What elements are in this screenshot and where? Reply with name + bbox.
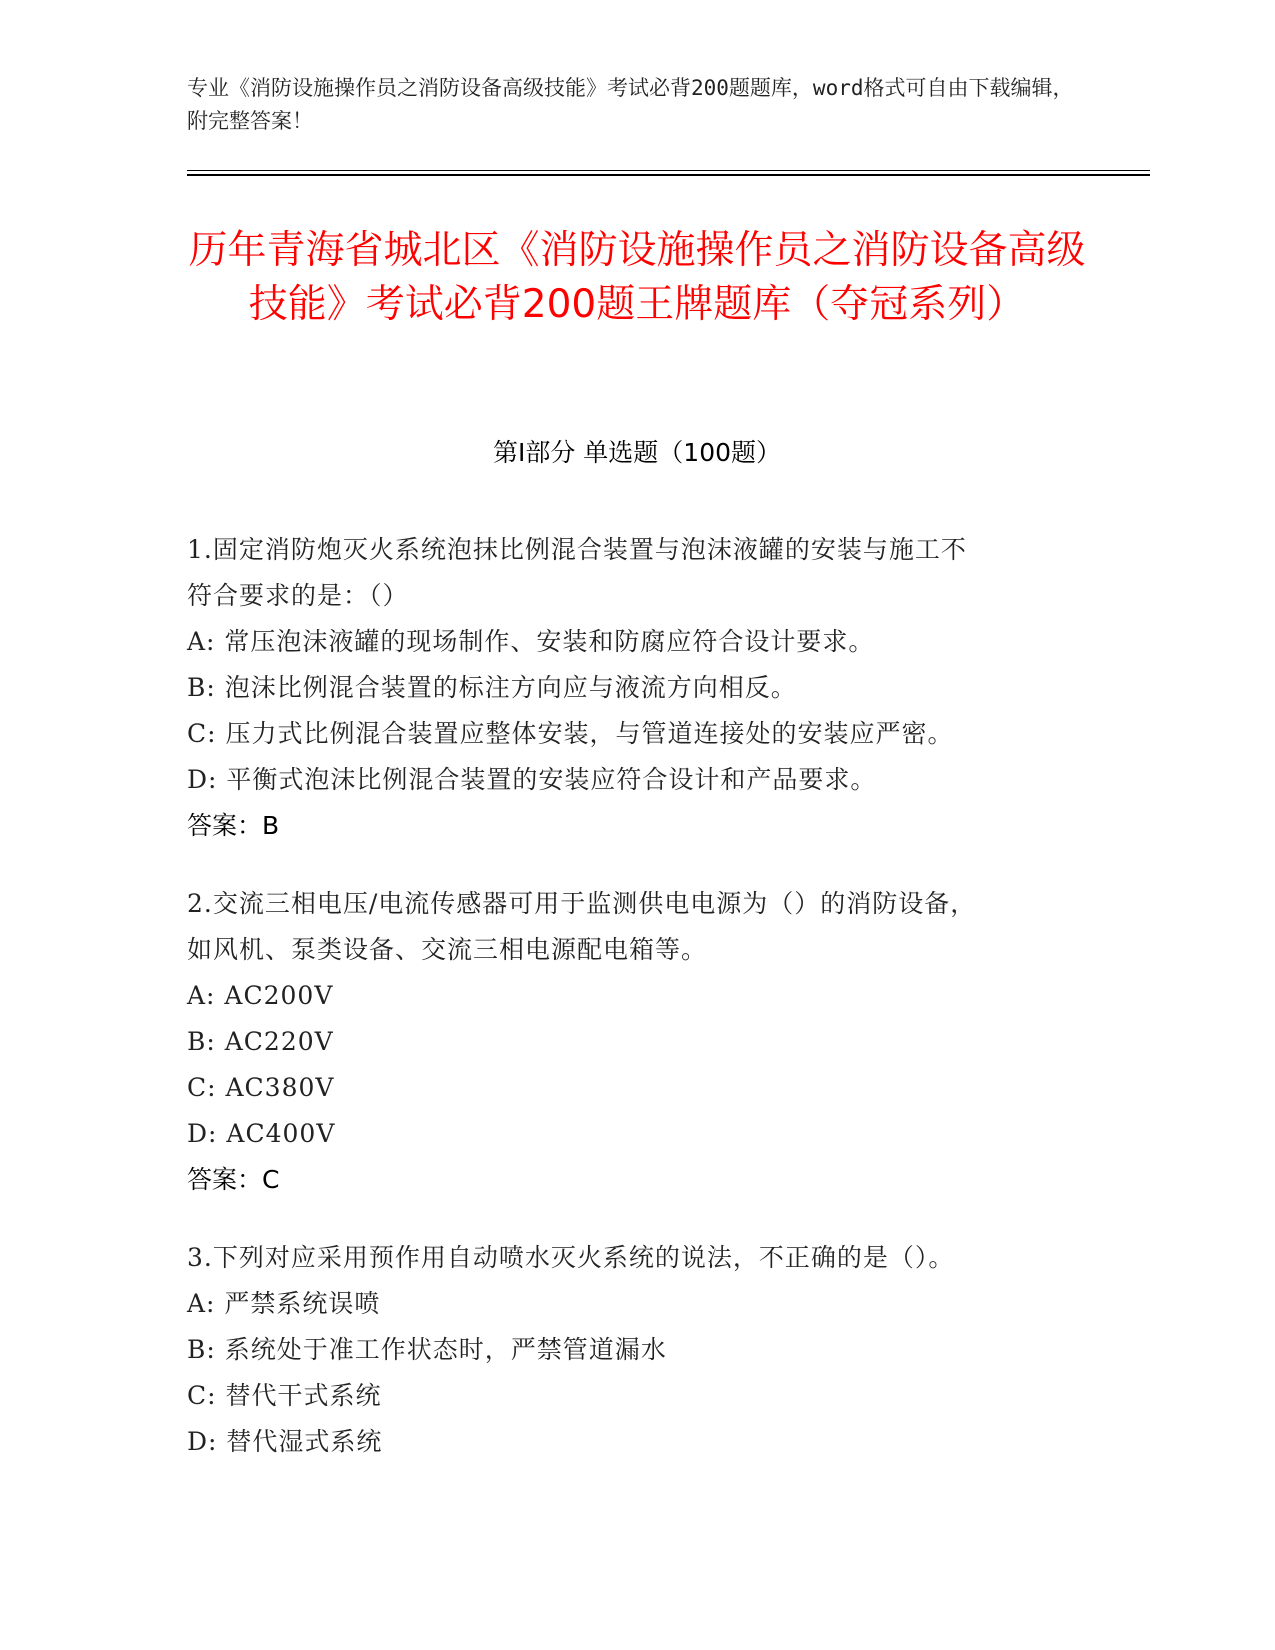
question-3 (187, 1235, 1087, 1465)
option-b: B: 系统处于准工作状态时，严禁管道漏水 (187, 1335, 667, 1364)
answer: 答案：B (187, 811, 280, 840)
option-d: D: 替代湿式系统 (187, 1427, 383, 1456)
option-b: B: AC220V (187, 1027, 334, 1056)
option-a: A: 常压泡沫液罐的现场制作、安装和防腐应符合设计要求。 (187, 627, 875, 656)
question-list (187, 527, 1087, 1497)
answer: 答案：C (187, 1165, 280, 1194)
option-a: A: AC200V (187, 981, 334, 1010)
question-1 (187, 527, 1087, 849)
question-stem: 3.下列对应采用预作用自动喷水灭火系统的说法，不正确的是（）。 (187, 1243, 955, 1272)
option-a: A: 严禁系统误喷 (187, 1289, 381, 1318)
section-heading: 第Ⅰ部分 单选题（100题） (492, 438, 782, 467)
option-c: C: 压力式比例混合装置应整体安装，与管道连接处的安装应严密。 (187, 719, 954, 748)
document-title: 历年青海省城北区《消防设施操作员之消防设备高级技能》考试必背200题王牌题库（夺冠系列） (188, 228, 1086, 327)
question-stem: 符合要求的是：（） (187, 581, 409, 610)
question-stem: 如风机、泵类设备、交流三相电源配电箱等。 (187, 935, 708, 964)
option-d: D: 平衡式泡沫比例混合装置的安装应符合设计和产品要求。 (187, 765, 877, 794)
header-note: 专业《消防设施操作员之消防设备高级技能》考试必背200题题库，word格式可自由下载编辑，附完整答案！ (187, 76, 1074, 133)
option-c: C: AC380V (187, 1073, 335, 1102)
question-stem: 1.固定消防炮灭火系统泡抹比例混合装置与泡沫液罐的安装与施工不 (187, 535, 967, 564)
question-2 (187, 881, 1087, 1203)
option-c: C: 替代干式系统 (187, 1381, 382, 1410)
question-stem: 2.交流三相电压/电流传感器可用于监测供电电源为（）的消防设备， (187, 889, 977, 918)
option-d: D: AC400V (187, 1119, 336, 1148)
header-divider-thick (187, 174, 1150, 176)
option-b: B: 泡沫比例混合装置的标注方向应与液流方向相反。 (187, 673, 797, 702)
header-divider-thin (187, 170, 1150, 171)
